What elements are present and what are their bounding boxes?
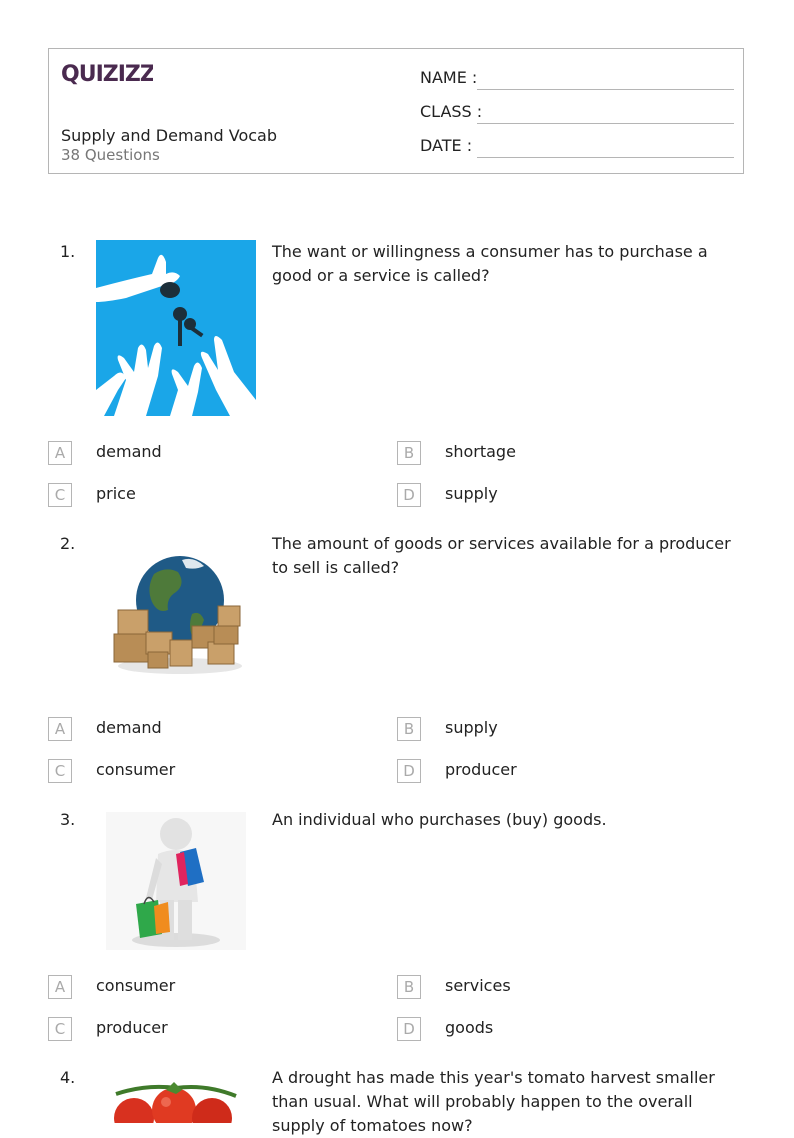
name-field — [420, 68, 734, 92]
class-field — [420, 102, 734, 126]
option-letter: B — [397, 975, 421, 999]
class-line — [477, 123, 734, 124]
shopper-figure-image — [96, 812, 256, 950]
option-letter: C — [48, 1017, 72, 1041]
option-letter: D — [397, 483, 421, 507]
option-text: shortage — [445, 442, 516, 461]
option-text: producer — [96, 1018, 168, 1037]
option-text: supply — [445, 718, 498, 737]
option-letter: C — [48, 759, 72, 783]
option-letter: C — [48, 483, 72, 507]
name-line — [477, 89, 734, 90]
logo-wordmark: QUIZIZZ — [61, 62, 153, 87]
worksheet-title: Supply and Demand Vocab — [61, 126, 277, 145]
option-text: goods — [445, 1018, 494, 1037]
date-label: DATE : — [420, 136, 473, 155]
option-text: price — [96, 484, 136, 503]
option-letter: D — [397, 1017, 421, 1041]
globe-boxes-image — [96, 540, 256, 680]
option-text: services — [445, 976, 511, 995]
tomatoes-image — [96, 1080, 256, 1123]
option-text: producer — [445, 760, 517, 779]
name-label: NAME : — [420, 68, 478, 87]
option-text: supply — [445, 484, 498, 503]
question-text: An individual who purchases (buy) goods. — [272, 810, 607, 829]
worksheet-header — [48, 48, 744, 174]
option-letter: A — [48, 717, 72, 741]
option-text: consumer — [96, 976, 176, 995]
option-letter: D — [397, 759, 421, 783]
quizizz-logo — [61, 59, 153, 91]
option-text: demand — [96, 442, 162, 461]
question-number: 1. — [60, 242, 76, 261]
question-count: 38 Questions — [61, 146, 160, 164]
option-letter: B — [397, 717, 421, 741]
question-text: The amount of goods or services available for a producer to sell is called? — [272, 534, 731, 577]
question-number: 4. — [60, 1068, 76, 1087]
date-field — [420, 136, 734, 160]
option-letter: A — [48, 975, 72, 999]
option-text: demand — [96, 718, 162, 737]
question-number: 3. — [60, 810, 76, 829]
class-label: CLASS : — [420, 102, 483, 121]
question-text: The want or willingness a consumer has to purchase a good or a service is called? — [272, 242, 708, 285]
keys-hands-image — [96, 240, 256, 416]
option-letter: B — [397, 441, 421, 465]
date-line — [477, 157, 734, 158]
option-text: consumer — [96, 760, 176, 779]
option-letter: A — [48, 441, 72, 465]
question-number: 2. — [60, 534, 76, 553]
question-text: A drought has made this year's tomato harvest smaller than usual. What will probably happen to the overall supply of tomatoes now? — [272, 1068, 715, 1135]
